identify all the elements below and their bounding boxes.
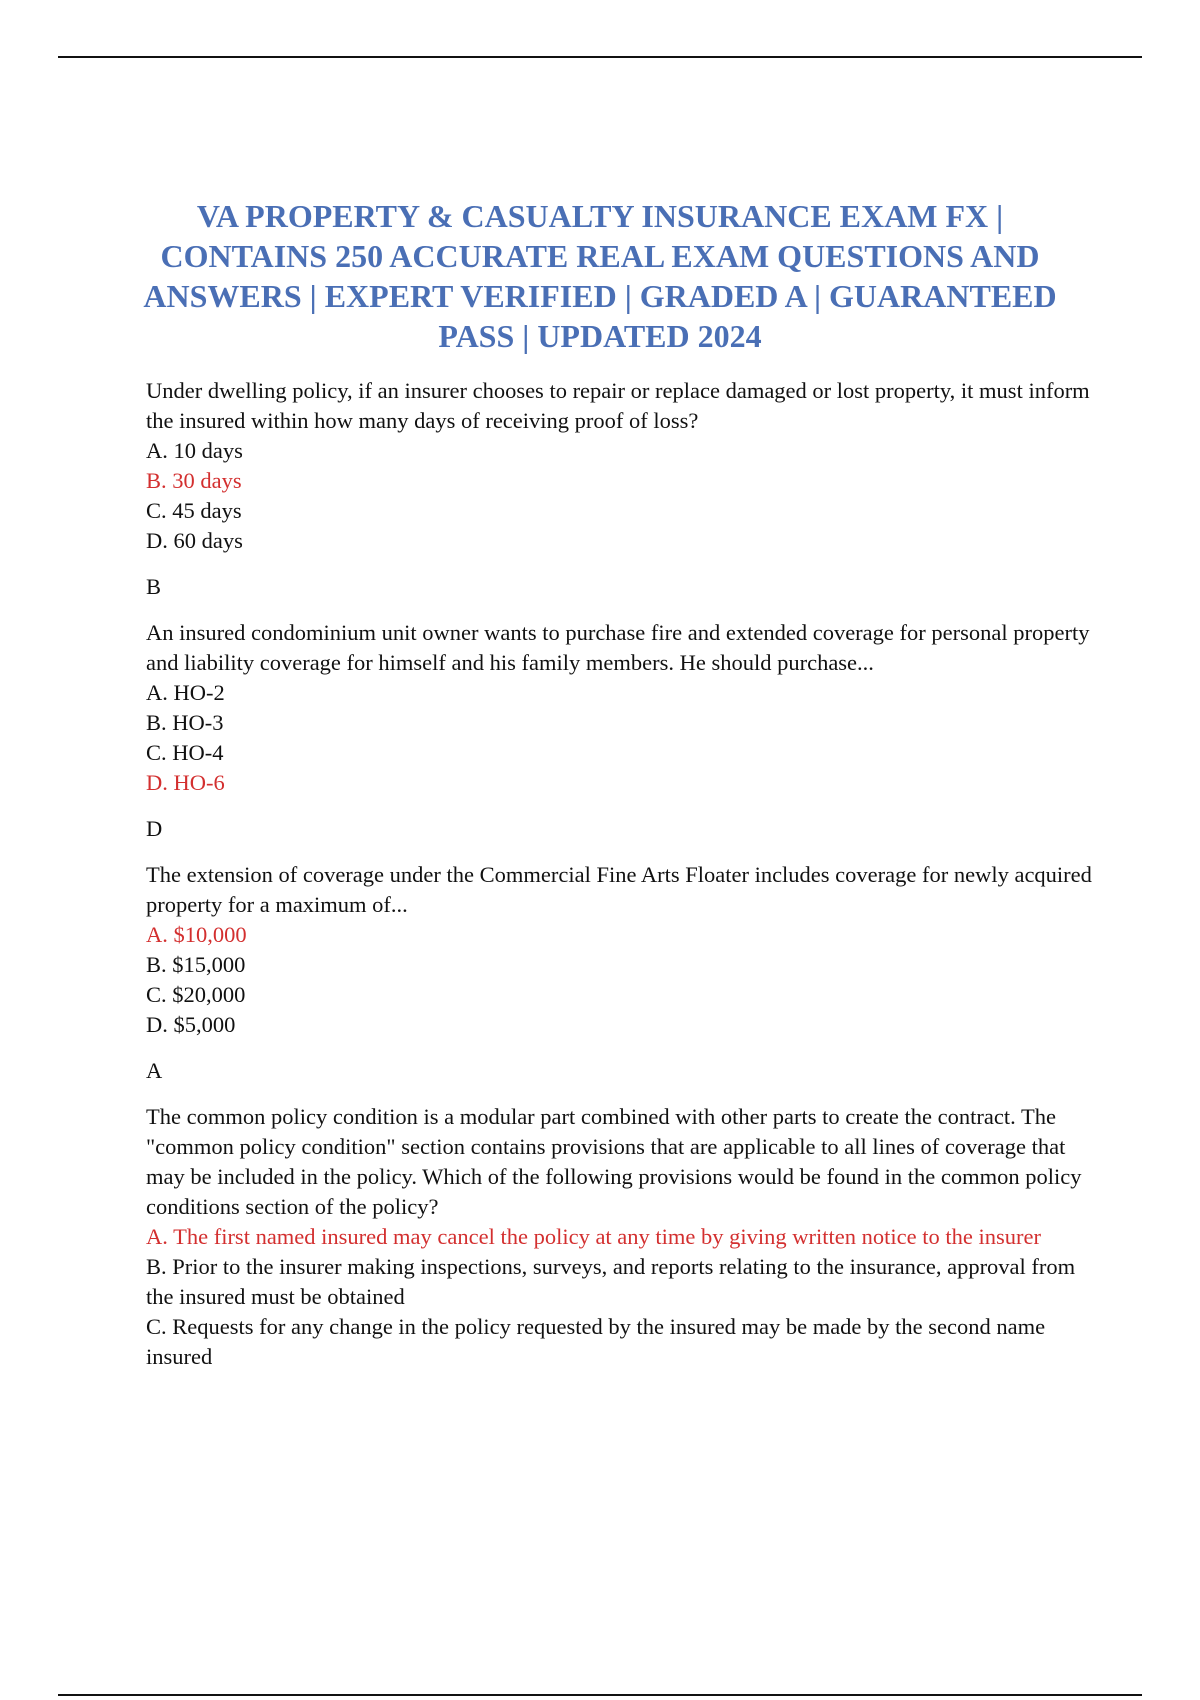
- question-3: [146, 860, 1096, 1086]
- option-list: [146, 1222, 1096, 1372]
- option-d: D. $5,000: [146, 1012, 236, 1037]
- question-text: Under dwelling policy, if an insurer chooses to repair or replace damaged or lost property, it must inform the insured within how many days of receiving proof of loss?: [146, 378, 1090, 433]
- question-text: The extension of coverage under the Commercial Fine Arts Floater includes coverage for newly acquired property for a maximum of...: [146, 862, 1092, 917]
- option-list: [146, 920, 1096, 1040]
- option-a: A. HO-2: [146, 680, 225, 705]
- option-a-correct: A. $10,000: [146, 922, 247, 947]
- question-text: The common policy condition is a modular part combined with other parts to create the contract. The "common policy condition" section contains provisions that are applicable to all lines of coverage that may be included in the policy. Which of the following provisions would be found in the common policy conditions section of the policy?: [146, 1104, 1082, 1219]
- answer-key: D: [146, 816, 163, 841]
- answer-key: A: [146, 1058, 163, 1083]
- option-c: C. 45 days: [146, 498, 242, 523]
- option-c: C. HO-4: [146, 740, 224, 765]
- question-list: [146, 376, 1096, 1372]
- option-b: B. Prior to the insurer making inspections, surveys, and reports relating to the insurance, approval from the insured must be obtained: [146, 1254, 1076, 1309]
- option-a: A. 10 days: [146, 438, 243, 463]
- page-title: VA PROPERTY & CASUALTY INSURANCE EXAM FX | CONTAINS 250 ACCURATE REAL EXAM QUESTIONS AND ANSWERS | EXPERT VERIFIED | GRADED A | GUARANTEED PASS | UPDATED 2024: [143, 198, 1057, 354]
- option-list: [146, 678, 1096, 798]
- question-2: [146, 618, 1096, 844]
- option-list: [146, 436, 1096, 556]
- option-d-correct: D. HO-6: [146, 770, 225, 795]
- question-1: [146, 376, 1096, 602]
- question-4: [146, 1102, 1096, 1372]
- option-d: D. 60 days: [146, 528, 243, 553]
- option-c: C. $20,000: [146, 982, 246, 1007]
- top-rule: [58, 56, 1142, 58]
- question-text: An insured condominium unit owner wants to purchase fire and extended coverage for personal property and liability coverage for himself and his family members. He should purchase...: [146, 620, 1090, 675]
- bottom-rule: [58, 1694, 1142, 1696]
- option-b: B. $15,000: [146, 952, 246, 977]
- option-a-correct: A. The first named insured may cancel the policy at any time by giving written notice to the insurer: [146, 1224, 1041, 1249]
- option-c: C. Requests for any change in the policy requested by the insured may be made by the second name insured: [146, 1314, 1046, 1369]
- answer-key: B: [146, 574, 162, 599]
- option-b: B. HO-3: [146, 710, 224, 735]
- option-b-correct: B. 30 days: [146, 468, 242, 493]
